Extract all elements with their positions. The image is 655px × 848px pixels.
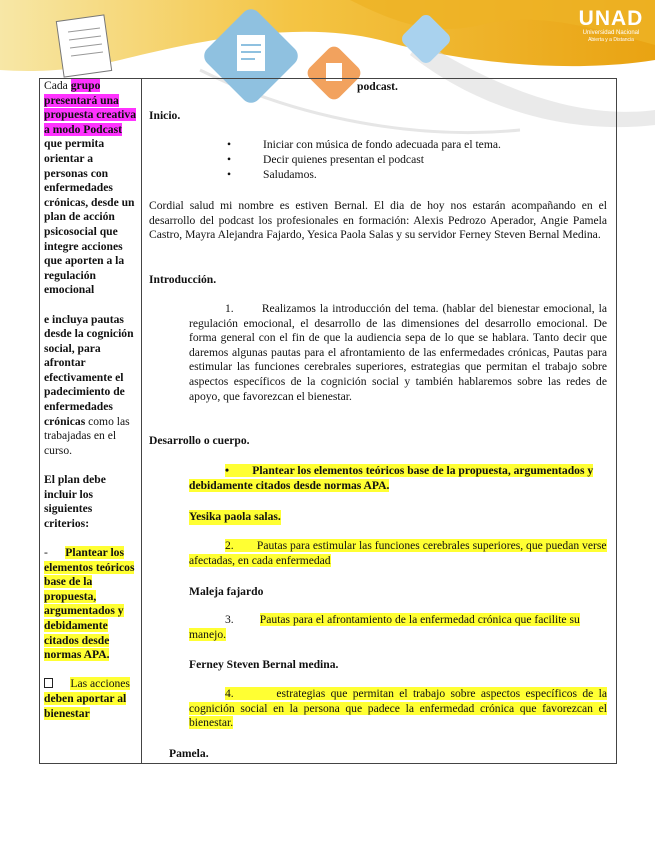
logo-subtitle-1: Universidad Nacional [582, 30, 640, 36]
item-number: 2. [225, 539, 234, 552]
speaker-name-1: Yesika paola salas. [189, 510, 281, 523]
item-2-paragraph [189, 539, 607, 568]
intro-heading: Introducción. [149, 273, 217, 286]
criteria-text-bold: El plan debe incluir los siguientes criterios: [44, 473, 106, 530]
criteria-paragraph-4 [44, 546, 138, 663]
bullet-text: Saludamos. [263, 168, 317, 181]
bullet-icon: • [227, 138, 232, 151]
criteria-paragraph-3 [44, 473, 138, 531]
greeting-paragraph: Cordial salud mi nombre es estiven Bernal. El dia de hoy nos estarán acompañando en el desarrollo del podcast los profesionales en formación: Alexis Pedrozo Aperador, Angie Pamela Castro, Mayra Alejandra Fajardo, Yesica Paola Salas y su servidor Ferney Steven Bernal Medina. [149, 199, 607, 242]
checkbox-glyph-icon [44, 678, 53, 688]
inicio-heading: Inicio. [149, 109, 181, 122]
desarrollo-bullet-text: Plantear los elementos teóricos base de la propuesta, argumentados y debidamente citados desde normas APA. [189, 464, 594, 492]
criteria-highlight: grupo presentará una propuesta creativa a modo Podcast [44, 79, 136, 136]
criteria-paragraph-5 [44, 677, 138, 721]
intro-paragraph [189, 302, 607, 404]
criteria-text-bold: aportar al bienestar [44, 691, 127, 720]
item-2-text: Pautas para estimular las funciones cerebrales superiores, que puedan verse afectadas, en cada enfermedad [189, 539, 607, 567]
item-4-paragraph [189, 687, 607, 731]
bullet-text: Decir quienes presentan el podcast [263, 153, 424, 166]
bullet-text: Iniciar con música de fondo adecuada para el tema. [263, 138, 501, 151]
logo-name: UNAD [578, 7, 644, 30]
item-number: 1. [225, 302, 234, 315]
item-4-text: estrategias que permitan el trabajo sobre aspectos específicos de la cognición social en la persona que padece la enfermedad crónica que favorezcan el bienestar. [189, 687, 608, 730]
speaker-name-4: Pamela. [169, 747, 209, 760]
speaker-name-3: Ferney Steven Bernal medina. [189, 658, 339, 671]
criteria-text-bold: deben [44, 691, 74, 705]
criteria-text: Las [70, 677, 88, 691]
item-3-paragraph [189, 613, 607, 642]
desarrollo-bullet [189, 464, 607, 493]
criteria-highlight-yellow: Plantear los elementos teóricos base de la propuesta, argumentados y debidamente citados desde normas APA. [44, 546, 135, 662]
criteria-text: como las trabajadas en el curso. [44, 414, 130, 457]
item-3-text: Pautas para el afrontamiento de la enfermedad crónica que facilite su manejo. [189, 613, 580, 641]
item-number: 4. [225, 687, 234, 700]
unad-logo [572, 8, 650, 43]
criteria-column [44, 79, 138, 721]
column-divider [141, 78, 142, 763]
intro-text: Realizamos la introducción del tema. (hablar del bienestar emocional, la regulación emocional, el desarrollo de las dimensiones del desarrollo emocional. De forma general con el fin de que la audiencia sepa de lo que se hablara. Tanto decir que daremos algunas pautas para el afrontamiento de las enfermedades crónicas, Pautas para estimular las funciones cerebrales superiores, estrategias que permitan el trabajo sobre aspectos específicos de la cognición social y también hablaremos sobre las redes de apoyo, que favorezcan el bienestar. [189, 302, 607, 403]
desarrollo-heading: Desarrollo o cuerpo. [149, 434, 250, 447]
script-title: podcast. [357, 80, 398, 93]
criteria-paragraph-2 [44, 313, 138, 459]
criteria-paragraph-1 [44, 79, 138, 298]
bullet-icon: • [225, 464, 230, 477]
criteria-text-bold: e incluya pautas desde la cognición social, para afrontar efectivamente el padecimiento de enfermedades crónicas [44, 312, 134, 428]
bullet-icon: • [227, 168, 232, 181]
notepad-icon [56, 15, 111, 77]
speaker-name-2: Maleja fajardo [189, 585, 264, 598]
criteria-text: acciones [87, 677, 130, 691]
criteria-text-bold: que permita orientar a personas con enfermedades crónicas, desde un plan de acción psicosocial que integre acciones que aporten a la regulación emocional [44, 137, 135, 297]
criteria-text: Cada [44, 79, 71, 92]
dash-marker: - [44, 546, 48, 559]
logo-subtitle-2: Abierta y a Distancia [588, 37, 634, 43]
bullet-icon: • [227, 153, 232, 166]
item-number: 3. [225, 613, 234, 626]
